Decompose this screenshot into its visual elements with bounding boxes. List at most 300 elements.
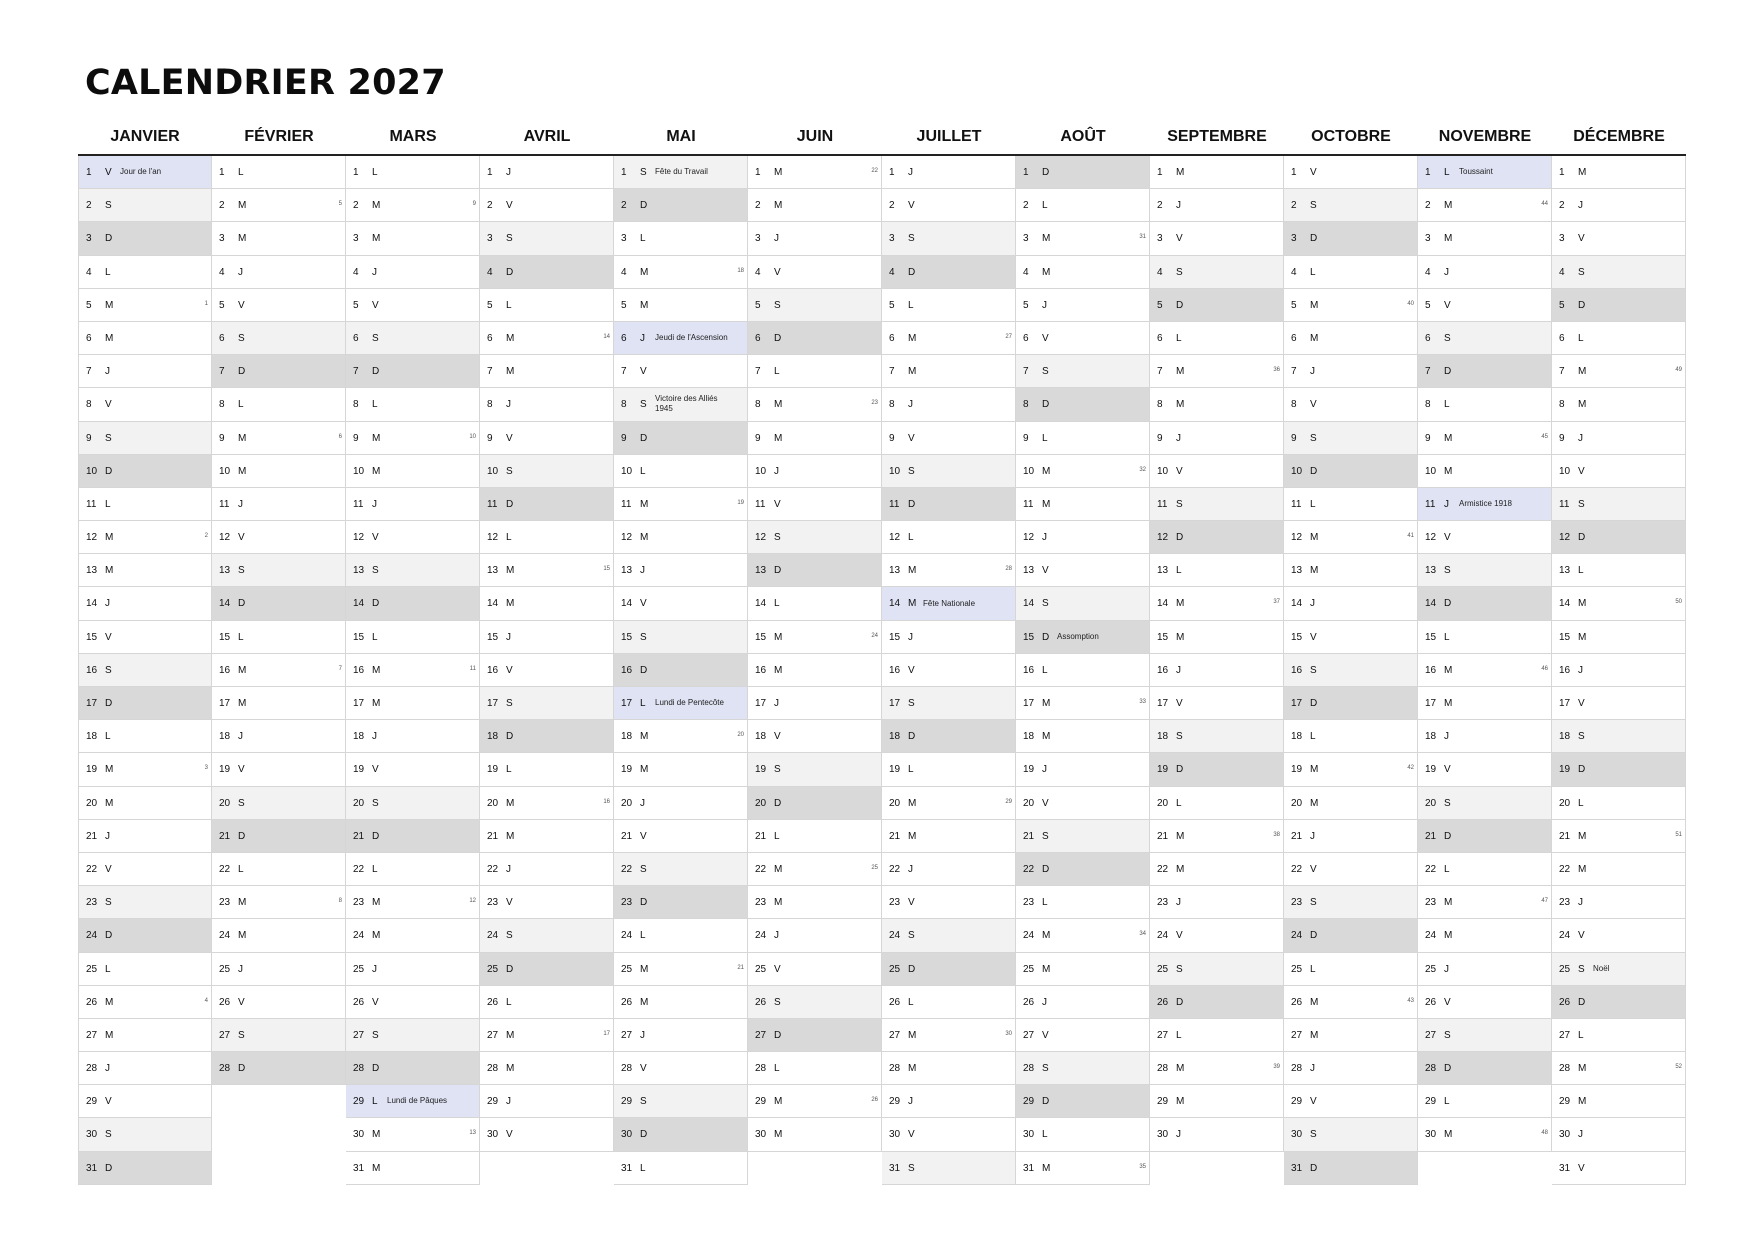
day-number: 24 <box>621 930 633 942</box>
day-cell <box>212 919 346 952</box>
day-number: 11 <box>1291 498 1302 510</box>
day-of-week: J <box>908 863 913 875</box>
day-number: 18 <box>755 731 767 743</box>
day-number: 15 <box>219 631 231 643</box>
day-of-week: J <box>1176 200 1181 212</box>
day-of-week: D <box>1444 366 1452 378</box>
day-cell <box>748 919 882 952</box>
day-number: 2 <box>219 200 225 212</box>
day-number: 28 <box>889 1063 901 1075</box>
day-cell <box>1418 787 1552 820</box>
day-number: 16 <box>1157 664 1169 676</box>
day-cell <box>882 1085 1016 1118</box>
day-number: 24 <box>755 930 767 942</box>
day-number: 2 <box>1157 200 1163 212</box>
day-cell <box>1552 521 1686 554</box>
day-of-week: J <box>774 930 779 942</box>
day-of-week: M <box>640 299 649 311</box>
day-number: 24 <box>1023 930 1035 942</box>
day-cell <box>614 521 748 554</box>
day-cell <box>78 1152 212 1185</box>
day-of-week: S <box>774 299 781 311</box>
day-cell <box>1552 488 1686 521</box>
day-number: 21 <box>219 830 231 842</box>
day-cell <box>614 820 748 853</box>
day-cell <box>1016 853 1150 886</box>
week-number: 41 <box>1407 533 1414 540</box>
day-number: 19 <box>889 764 901 776</box>
day-cell <box>78 886 212 919</box>
day-of-week: V <box>640 1063 647 1075</box>
day-cell <box>1150 1085 1284 1118</box>
day-cell <box>1150 488 1284 521</box>
day-cell <box>614 587 748 620</box>
day-cell <box>1552 787 1686 820</box>
day-of-week: L <box>1444 167 1450 178</box>
day-number: 20 <box>1157 797 1169 809</box>
day-number: 20 <box>86 797 98 809</box>
day-cell <box>78 853 212 886</box>
day-of-week: M <box>640 996 649 1008</box>
day-of-week: S <box>372 332 379 344</box>
day-of-week: D <box>640 664 648 676</box>
holiday-label: Lundi de Pentecôte <box>655 698 724 708</box>
day-of-week: M <box>774 863 783 875</box>
day-number: 14 <box>621 598 633 610</box>
day-cell <box>480 355 614 388</box>
day-cell <box>882 222 1016 255</box>
day-of-week: J <box>1042 299 1047 311</box>
day-of-week: L <box>1310 731 1316 743</box>
month-column <box>882 124 1016 1185</box>
day-cell <box>1150 720 1284 753</box>
day-of-week: M <box>908 1063 917 1075</box>
day-of-week: J <box>640 1029 645 1041</box>
day-number: 22 <box>755 863 767 875</box>
day-of-week: M <box>640 731 649 743</box>
day-number: 29 <box>1559 1096 1571 1108</box>
day-cell <box>1016 953 1150 986</box>
day-cell <box>614 388 748 421</box>
day-of-week: M <box>506 797 515 809</box>
day-cell <box>78 654 212 687</box>
day-number: 1 <box>353 167 359 178</box>
day-number: 30 <box>86 1129 98 1141</box>
day-of-week: M <box>1578 598 1587 610</box>
day-of-week: S <box>1444 565 1451 577</box>
day-of-week: M <box>1176 399 1185 411</box>
day-of-week: D <box>506 498 514 510</box>
day-number: 29 <box>487 1096 499 1108</box>
day-of-week: S <box>1042 598 1049 610</box>
day-cell <box>614 1019 748 1052</box>
day-number: 27 <box>1425 1029 1437 1041</box>
week-number: 19 <box>737 499 744 506</box>
day-list <box>1284 156 1418 1185</box>
day-cell <box>1016 1085 1150 1118</box>
day-of-week: M <box>1578 399 1587 411</box>
week-number: 21 <box>737 964 744 971</box>
day-number: 11 <box>755 498 766 510</box>
week-number: 45 <box>1541 433 1548 440</box>
day-number: 3 <box>1425 233 1431 245</box>
day-number: 25 <box>889 963 901 975</box>
day-number: 29 <box>353 1096 365 1108</box>
day-number: 11 <box>487 498 498 510</box>
day-of-week: M <box>1310 764 1319 776</box>
day-number: 26 <box>621 996 633 1008</box>
day-of-week: S <box>908 930 915 942</box>
day-cell <box>346 322 480 355</box>
day-cell <box>212 953 346 986</box>
day-number: 23 <box>487 897 499 909</box>
day-cell <box>78 455 212 488</box>
day-number: 25 <box>1023 963 1035 975</box>
day-cell <box>78 554 212 587</box>
day-cell <box>1418 554 1552 587</box>
day-number: 27 <box>1023 1029 1035 1041</box>
day-of-week: M <box>1578 863 1587 875</box>
week-number: 38 <box>1273 831 1280 838</box>
day-cell <box>1150 322 1284 355</box>
day-cell <box>212 256 346 289</box>
day-cell <box>748 189 882 222</box>
day-number: 14 <box>487 598 499 610</box>
day-number: 18 <box>1559 731 1571 743</box>
day-number: 18 <box>1157 731 1169 743</box>
day-of-week: M <box>1578 167 1587 178</box>
day-cell <box>748 953 882 986</box>
day-cell <box>882 289 1016 322</box>
holiday-label: Noël <box>1593 963 1610 973</box>
day-of-week: L <box>372 167 378 178</box>
day-number: 26 <box>1157 996 1169 1008</box>
day-number: 20 <box>487 797 499 809</box>
day-cell <box>346 156 480 189</box>
day-cell <box>614 1152 748 1185</box>
day-of-week: S <box>1444 1029 1451 1041</box>
day-number: 17 <box>1157 698 1169 709</box>
day-of-week: M <box>238 897 247 909</box>
day-of-week: M <box>774 432 783 444</box>
day-number: 10 <box>1425 465 1437 477</box>
day-of-week: J <box>1042 764 1047 776</box>
day-of-week: J <box>1176 1129 1181 1141</box>
day-cell <box>78 687 212 720</box>
day-number: 21 <box>1291 830 1303 842</box>
day-of-week: M <box>1444 930 1453 942</box>
month-name: MARS <box>346 124 480 156</box>
day-number: 2 <box>353 200 359 212</box>
day-cell <box>1150 1118 1284 1151</box>
day-cell <box>1284 388 1418 421</box>
day-number: 15 <box>1425 631 1437 643</box>
day-cell <box>1284 355 1418 388</box>
day-of-week: J <box>372 266 377 278</box>
day-of-week: D <box>238 598 246 610</box>
day-number: 9 <box>1425 432 1431 444</box>
day-number: 14 <box>1291 598 1303 610</box>
day-number: 12 <box>1425 532 1437 544</box>
day-number: 1 <box>86 167 92 178</box>
day-number: 5 <box>86 299 92 311</box>
day-of-week: M <box>238 432 247 444</box>
day-cell <box>1150 222 1284 255</box>
day-number: 17 <box>353 698 365 709</box>
day-of-week: S <box>640 631 647 643</box>
day-number: 4 <box>1157 266 1163 278</box>
day-of-week: L <box>372 863 378 875</box>
day-of-week: M <box>372 930 381 942</box>
day-cell <box>1150 355 1284 388</box>
day-of-week: M <box>1444 465 1453 477</box>
week-number: 17 <box>603 1030 610 1037</box>
day-cell <box>1552 853 1686 886</box>
day-number: 27 <box>1559 1029 1571 1041</box>
day-of-week: M <box>908 1029 917 1041</box>
day-number: 28 <box>1157 1063 1169 1075</box>
day-of-week: V <box>1444 764 1451 776</box>
day-list <box>346 156 480 1185</box>
day-cell <box>212 1019 346 1052</box>
day-cell <box>1150 587 1284 620</box>
day-of-week: L <box>774 366 780 378</box>
day-number: 27 <box>86 1029 98 1041</box>
day-number: 30 <box>487 1129 499 1141</box>
day-number: 4 <box>1559 266 1565 278</box>
day-cell <box>882 621 1016 654</box>
day-number: 19 <box>755 764 767 776</box>
day-number: 27 <box>1157 1029 1169 1041</box>
day-number: 30 <box>755 1129 767 1141</box>
day-number: 6 <box>487 332 493 344</box>
week-number: 48 <box>1541 1130 1548 1137</box>
day-number: 18 <box>353 731 365 743</box>
day-number: 7 <box>621 366 627 378</box>
day-of-week: J <box>1578 1129 1583 1141</box>
day-number: 5 <box>219 299 225 311</box>
day-cell <box>1418 953 1552 986</box>
week-number: 3 <box>204 765 208 772</box>
day-number: 19 <box>353 764 365 776</box>
day-number: 28 <box>1559 1063 1571 1075</box>
day-cell <box>1150 654 1284 687</box>
day-cell <box>614 355 748 388</box>
day-number: 3 <box>889 233 895 245</box>
day-number: 28 <box>1291 1063 1303 1075</box>
day-of-week: L <box>506 996 512 1008</box>
day-cell <box>614 720 748 753</box>
day-cell <box>1150 422 1284 455</box>
day-cell <box>1418 388 1552 421</box>
day-cell <box>1016 488 1150 521</box>
day-cell <box>212 1052 346 1085</box>
day-cell <box>1418 422 1552 455</box>
day-of-week: M <box>238 465 247 477</box>
day-number: 5 <box>755 299 761 311</box>
week-number: 35 <box>1139 1163 1146 1170</box>
day-of-week: V <box>238 532 245 544</box>
day-number: 9 <box>1023 432 1029 444</box>
day-number: 4 <box>86 266 92 278</box>
day-cell <box>346 621 480 654</box>
day-of-week: M <box>1176 366 1185 378</box>
day-number: 3 <box>1157 233 1163 245</box>
day-cell <box>480 322 614 355</box>
day-cell <box>1016 621 1150 654</box>
day-list <box>1552 156 1686 1185</box>
day-number: 6 <box>86 332 92 344</box>
day-number: 19 <box>487 764 499 776</box>
day-number: 26 <box>1291 996 1303 1008</box>
day-cell <box>1150 986 1284 1019</box>
week-number: 22 <box>871 168 878 174</box>
day-of-week: S <box>1310 200 1317 212</box>
day-of-week: S <box>506 930 513 942</box>
day-cell <box>748 1052 882 1085</box>
day-cell <box>614 455 748 488</box>
day-of-week: D <box>1176 299 1184 311</box>
day-cell <box>1552 554 1686 587</box>
day-of-week: J <box>908 399 913 411</box>
day-number: 15 <box>621 631 633 643</box>
day-cell <box>212 488 346 521</box>
day-of-week: M <box>506 565 515 577</box>
day-number: 27 <box>353 1029 365 1041</box>
week-number: 50 <box>1675 599 1682 606</box>
day-number: 18 <box>219 731 231 743</box>
day-number: 12 <box>487 532 499 544</box>
day-cell <box>78 986 212 1019</box>
day-number: 18 <box>1023 731 1035 743</box>
day-number: 20 <box>1291 797 1303 809</box>
day-cell <box>78 355 212 388</box>
day-cell <box>614 1118 748 1151</box>
day-number: 31 <box>621 1162 633 1174</box>
day-number: 26 <box>1023 996 1035 1008</box>
day-number: 1 <box>219 167 225 178</box>
day-of-week: V <box>1578 930 1585 942</box>
day-of-week: J <box>1444 266 1449 278</box>
day-list <box>614 156 748 1185</box>
day-number: 12 <box>755 532 767 544</box>
day-of-week: L <box>774 830 780 842</box>
day-cell <box>1284 587 1418 620</box>
day-number: 24 <box>353 930 365 942</box>
day-cell <box>1552 953 1686 986</box>
day-number: 13 <box>1425 565 1437 577</box>
day-cell <box>1284 422 1418 455</box>
day-of-week: M <box>1444 233 1453 245</box>
day-of-week: V <box>238 996 245 1008</box>
day-of-week: M <box>372 200 381 212</box>
day-number: 28 <box>621 1063 633 1075</box>
day-of-week: M <box>372 897 381 909</box>
day-of-week: S <box>1176 963 1183 975</box>
day-of-week: D <box>1578 764 1586 776</box>
day-of-week: M <box>506 1063 515 1075</box>
day-of-week: M <box>105 1029 114 1041</box>
day-number: 3 <box>1023 233 1029 245</box>
month-column <box>1016 124 1150 1185</box>
day-of-week: M <box>1176 830 1185 842</box>
day-cell <box>614 422 748 455</box>
day-cell <box>480 853 614 886</box>
day-of-week: J <box>1444 963 1449 975</box>
day-number: 12 <box>621 532 633 544</box>
month-column <box>748 124 882 1185</box>
day-number: 23 <box>86 897 98 909</box>
day-number: 9 <box>86 432 92 444</box>
day-number: 10 <box>755 465 767 477</box>
day-of-week: M <box>1042 233 1051 245</box>
day-of-week: L <box>506 532 512 544</box>
day-of-week: S <box>105 1129 112 1141</box>
day-cell <box>614 919 748 952</box>
day-number: 16 <box>219 664 231 676</box>
day-cell <box>78 953 212 986</box>
day-cell <box>346 388 480 421</box>
day-number: 18 <box>487 731 499 743</box>
day-number: 16 <box>353 664 365 676</box>
day-of-week: M <box>1176 863 1185 875</box>
day-of-week: L <box>908 532 914 544</box>
day-number: 21 <box>86 830 98 842</box>
day-of-week: M <box>774 664 783 676</box>
day-number: 2 <box>1023 200 1029 212</box>
day-number: 28 <box>1023 1063 1035 1075</box>
day-cell <box>614 222 748 255</box>
day-of-week: L <box>238 631 244 643</box>
day-cell <box>346 521 480 554</box>
day-cell <box>78 787 212 820</box>
day-number: 27 <box>621 1029 633 1041</box>
day-of-week: V <box>1176 930 1183 942</box>
day-number: 8 <box>1023 399 1029 411</box>
day-cell <box>882 554 1016 587</box>
day-cell <box>1418 521 1552 554</box>
week-number: 16 <box>603 798 610 805</box>
day-cell <box>1284 322 1418 355</box>
day-cell <box>480 455 614 488</box>
day-of-week: M <box>774 1096 783 1108</box>
day-cell <box>882 853 1016 886</box>
day-number: 4 <box>755 266 761 278</box>
day-cell <box>882 687 1016 720</box>
day-of-week: J <box>1444 731 1449 743</box>
day-of-week: M <box>105 565 114 577</box>
day-cell <box>1150 256 1284 289</box>
day-cell <box>1552 1118 1686 1151</box>
day-of-week: M <box>1444 1129 1453 1141</box>
day-of-week: J <box>506 863 511 875</box>
day-of-week: M <box>1444 432 1453 444</box>
day-of-week: D <box>1444 1063 1452 1075</box>
day-cell <box>212 554 346 587</box>
day-of-week: V <box>372 299 379 311</box>
day-cell <box>78 256 212 289</box>
day-of-week: S <box>238 332 245 344</box>
day-of-week: J <box>105 366 110 378</box>
day-number: 2 <box>86 200 92 212</box>
day-cell <box>748 1085 882 1118</box>
day-cell <box>212 886 346 919</box>
day-of-week: M <box>1176 1096 1185 1108</box>
day-of-week: D <box>1578 532 1586 544</box>
day-number: 16 <box>621 664 633 676</box>
day-of-week: D <box>640 200 648 212</box>
day-cell <box>212 720 346 753</box>
